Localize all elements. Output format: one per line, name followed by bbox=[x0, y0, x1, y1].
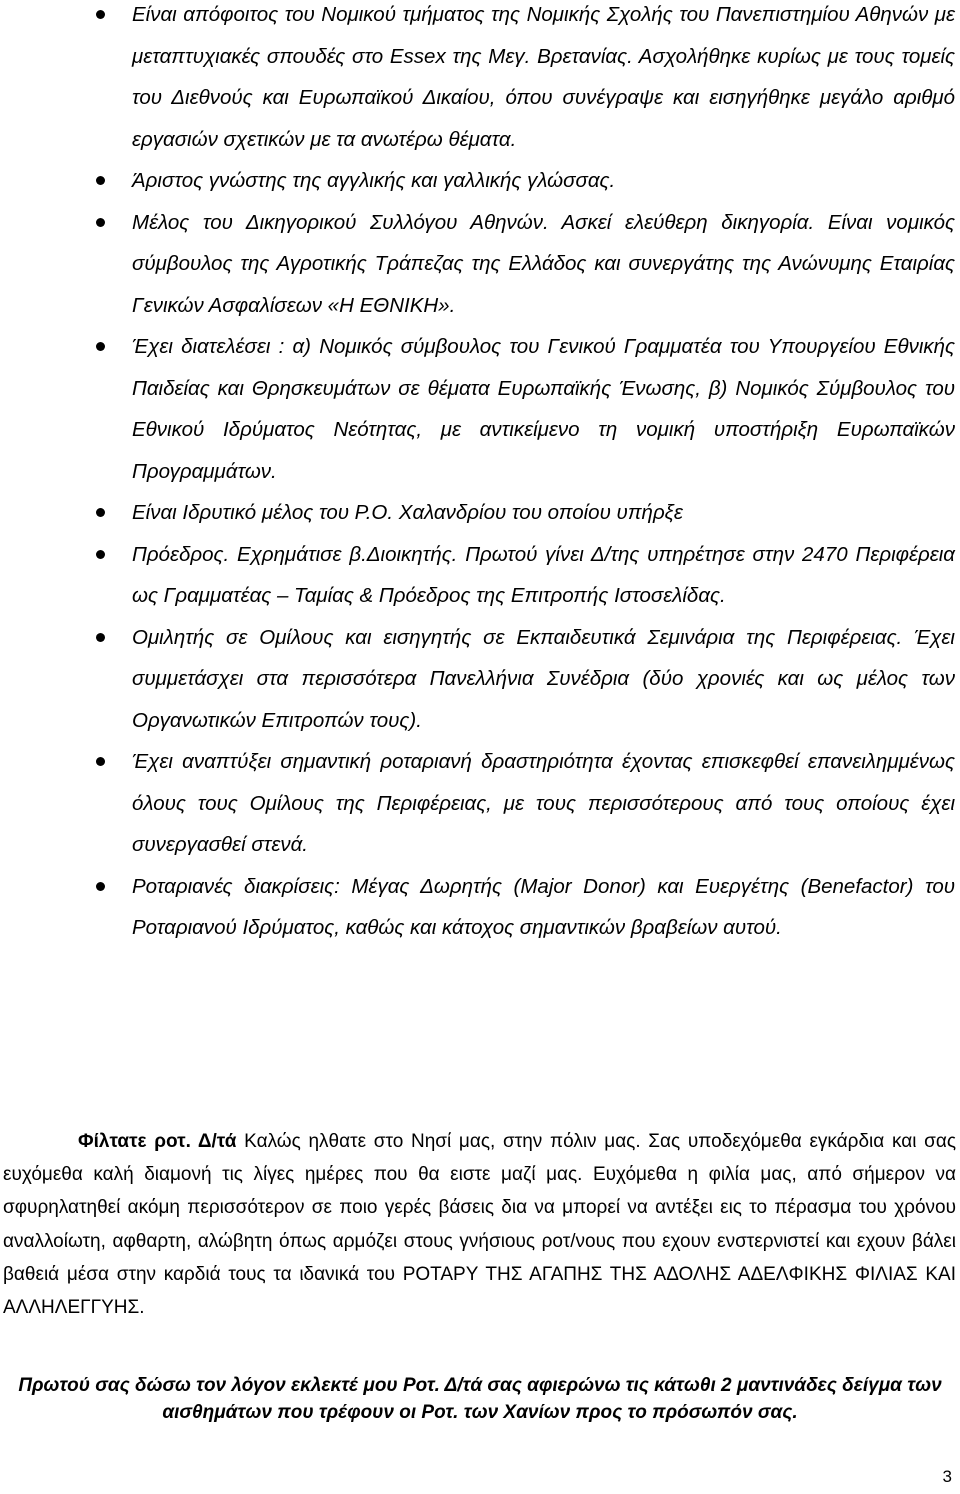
bullet-item-languages bbox=[0, 160, 960, 202]
bullet-text: Πρόεδρος. Εχρημάτισε β.Διοικητής. Πρωτού γίνει Δ/της υπηρέτησε στην 2470 Περιφέρεια ως Γραμματέας – Ταμίας & Πρόεδρος της Επιτροπής Ιστοσελίδας. bbox=[132, 542, 955, 607]
greeting-paragraph bbox=[3, 1125, 956, 1324]
greeting-body: Καλώς ηλθατε στο Νησί μας, στην πόλιν μας. Σας υποδεχόμεθα εγκάρδια και σας ευχόμεθα καλή διαμονή τις λίγες ημέρες που θα ειστε μαζί μας. Ευχόμεθα η φιλία μας, από σήμερον να σφυρηλατηθεί ακόμη περισσότερον σε ποιο γερές βάσεις δια να μπορεί να αντέξει εις το πέρασμα του χρόνου αναλλοίωτη, αφθαρτη, αλώβητη όπως αρμόζει στους γνήσιους ροτ/νους που εχουν ενστερνιστεί και εχουν βάλει βαθειά μέσα στην καρδιά τους τα ιδανικά του ΡΟΤΑΡΥ ΤΗΣ ΑΓΑΠΗΣ ΤΗΣ ΑΔΟΛΗΣ ΑΔΕΛΦΙΚΗΣ ΦΙΛΙΑΣ ΚΑΙ ΑΛΛΗΛΕΓΓΥΗΣ. bbox=[3, 1131, 957, 1319]
bullet-icon bbox=[96, 633, 105, 642]
bullet-item-speaker bbox=[0, 617, 960, 742]
bullet-text: Ροταριανές διακρίσεις: Μέγας Δωρητής (Major Donor) και Ευεργέτης (Benefactor) του Ροταριανού Ιδρύματος, καθώς και κάτοχος σημαντικών βραβείων αυτού. bbox=[132, 874, 955, 939]
bullet-icon bbox=[96, 218, 105, 227]
bullet-text: Είναι Ιδρυτικό μέλος του Ρ.Ο. Χαλανδρίου του οποίου υπήρξε bbox=[132, 501, 683, 524]
bullet-item-president bbox=[0, 534, 960, 617]
closing-paragraph: Πρωτού σας δώσω τον λόγον εκλεκτέ μου Ροτ. Δ/τά σας αφιερώνω τις κάτωθι 2 μαντινάδες δείγμα των αισθημάτων που τρέφουν οι Ροτ. των Χανίων προς το πρόσωπόν σας. bbox=[18, 1375, 942, 1423]
bullet-item-positions bbox=[0, 326, 960, 492]
bullet-icon bbox=[96, 176, 105, 185]
bullet-icon bbox=[96, 342, 105, 351]
bullet-icon bbox=[96, 882, 105, 891]
bullet-item-distinctions bbox=[0, 866, 960, 949]
bullet-text: Είναι απόφοιτος του Νομικού τμήματος της Νομικής Σχολής του Πανεπιστημίου Αθηνών με μεταπτυχιακές σπουδές στο Essex της Μεγ. Βρετανίας. Ασχολήθηκε κυρίως με τους τομείς του Διεθνούς και Ευρωπαϊκού Δικαίου, όπου συνέγραψε και εισηγήθηκε μεγάλο αριθμό εργασιών σχετικών με τα ανωτέρω θέματα. bbox=[132, 3, 955, 151]
bullet-item-founding-member bbox=[0, 492, 960, 534]
bullet-item-education bbox=[0, 0, 960, 160]
bullet-item-bar-association bbox=[0, 202, 960, 327]
bullet-item-activity bbox=[0, 741, 960, 866]
bullet-icon bbox=[96, 757, 105, 766]
bullet-text: Έχει αναπτύξει σημαντική ροταριανή δραστηριότητα έχοντας επισκεφθεί επανειλημμένως όλους τους Ομίλους της Περιφέρειας, με τους περισσότερους από τους οποίους έχει συνεργασθεί στενά. bbox=[132, 750, 955, 856]
bullet-icon bbox=[96, 10, 105, 19]
bullet-text: Ομιλητής σε Ομίλους και εισηγητής σε Εκπαιδευτικά Σεμινάρια της Περιφέρειας. Έχει συμμετάσχει στα περισσότερα Πανελλήνια Συνέδρια (δύο χρονιές και ως μέλος των Οργανωτικών Επιτροπών τους). bbox=[132, 625, 955, 732]
page-number: 3 bbox=[942, 1467, 952, 1486]
bullet-text: Άριστος γνώστης της αγγλικής και γαλλικής γλώσσας. bbox=[132, 169, 616, 192]
greeting-salutation: Φίλτατε ροτ. Δ/τά bbox=[78, 1131, 237, 1152]
bullet-text: Έχει διατελέσει : α) Νομικός σύμβουλος του Γενικού Γραμματέα του Υπουργείου Εθνικής Παιδείας και Θρησκευμάτων σε θέματα Ευρωπαϊκής Ένωσης, β) Νομικός Σύμβουλος του Εθνικού Ιδρύματος Νεότητας, με αντικείμενο τη νομική υποστήριξη Ευρωπαϊκών Προγραμμάτων. bbox=[132, 335, 955, 483]
bullet-icon bbox=[96, 550, 105, 559]
bullet-icon bbox=[96, 508, 105, 517]
bullet-text: Μέλος του Δικηγορικού Συλλόγου Αθηνών. Ασκεί ελεύθερη δικηγορία. Είναι νομικός σύμβουλος της Αγροτικής Τράπεζας της Ελλάδος και συνεργάτης της Ανώνυμης Εταιρίας Γενικών Ασφαλίσεων «Η ΕΘΝΙΚΗ». bbox=[132, 210, 955, 317]
